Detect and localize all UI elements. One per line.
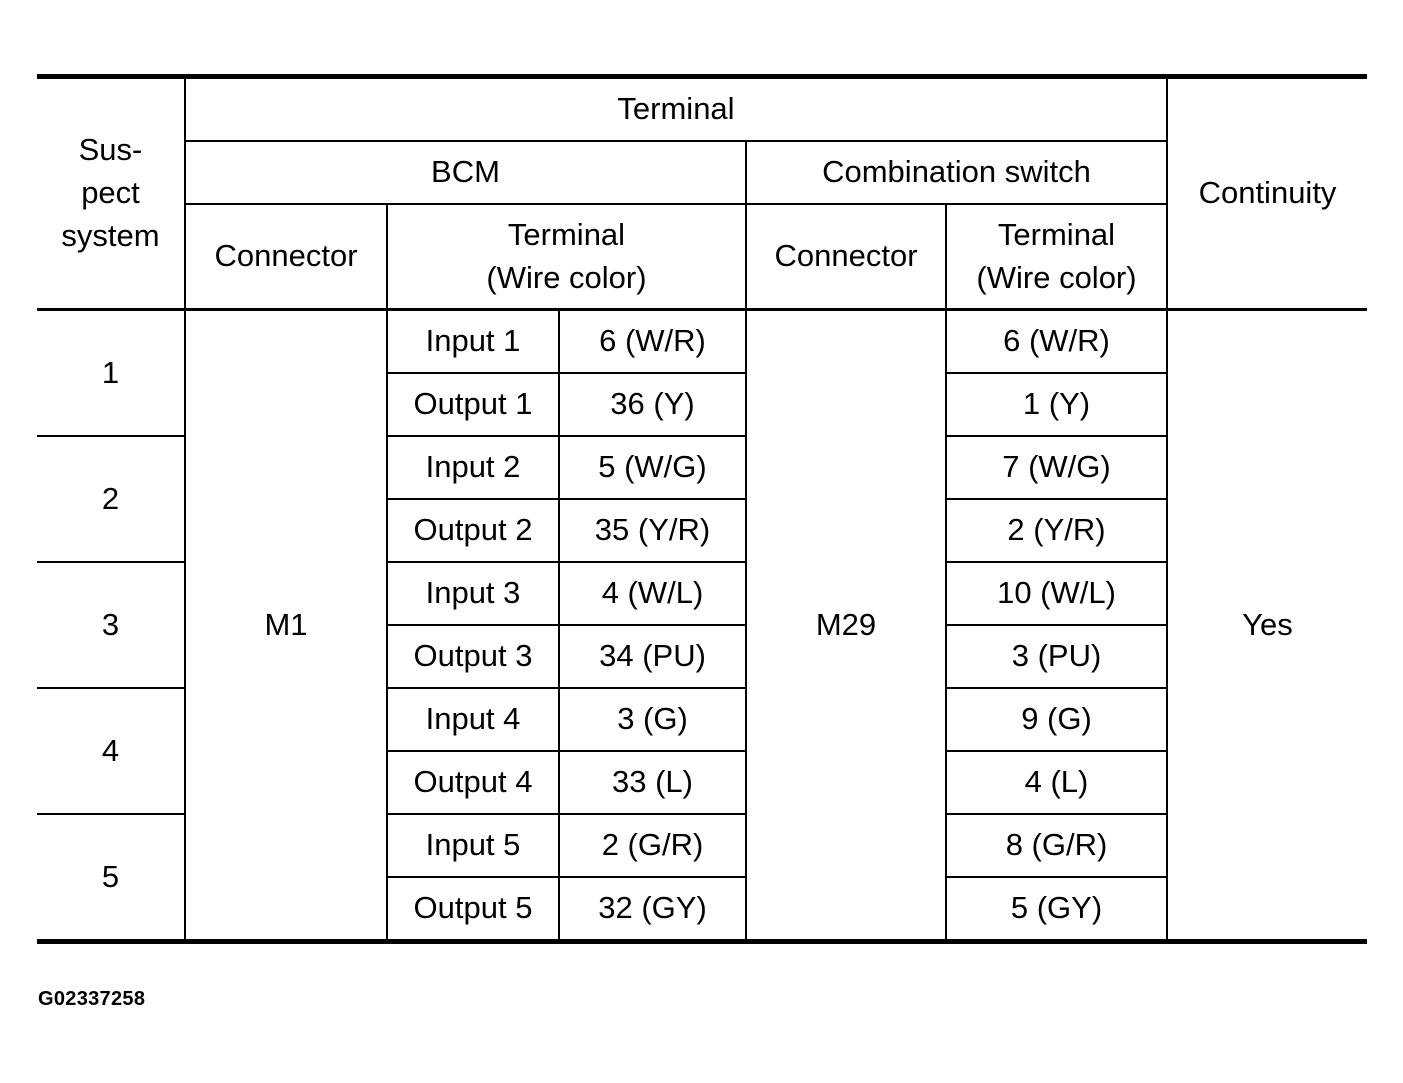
cs-terminal-cell: 1 (Y) [946, 373, 1167, 436]
cs-terminal-cell: 4 (L) [946, 751, 1167, 814]
continuity-header: Continuity [1167, 77, 1367, 310]
continuity-cell: Yes [1167, 310, 1367, 942]
signal-cell: Output 1 [387, 373, 559, 436]
bcm-terminal-cell: 3 (G) [559, 688, 746, 751]
figure-code: G02337258 [38, 988, 146, 1010]
table-row [37, 310, 1367, 374]
bcm-connector-header: Connector [185, 204, 387, 310]
bcm-terminal-cell: 36 (Y) [559, 373, 746, 436]
suspect-system-cell: 2 [37, 436, 185, 562]
bcm-connector-cell: M1 [185, 310, 387, 942]
signal-cell: Input 4 [387, 688, 559, 751]
bcm-terminal-cell: 6 (W/R) [559, 310, 746, 374]
cs-terminal-cell: 5 (GY) [946, 877, 1167, 942]
bcm-terminal-cell: 33 (L) [559, 751, 746, 814]
suspect-system-cell: 5 [37, 814, 185, 942]
cs-terminal-cell: 8 (G/R) [946, 814, 1167, 877]
cs-terminal-cell: 10 (W/L) [946, 562, 1167, 625]
bcm-terminal-cell: 35 (Y/R) [559, 499, 746, 562]
header-row-1 [37, 77, 1367, 142]
bcm-terminal-cell: 4 (W/L) [559, 562, 746, 625]
cs-connector-header: Connector [746, 204, 946, 310]
suspect-system-cell: 3 [37, 562, 185, 688]
bcm-terminal-cell: 32 (GY) [559, 877, 746, 942]
cs-terminal-cell: 2 (Y/R) [946, 499, 1167, 562]
suspect-system-cell: 1 [37, 310, 185, 437]
cs-connector-cell: M29 [746, 310, 946, 942]
signal-cell: Output 3 [387, 625, 559, 688]
signal-cell: Output 4 [387, 751, 559, 814]
signal-cell: Input 2 [387, 436, 559, 499]
suspect-system-header: Sus- pect system [37, 77, 185, 310]
terminal-header: Terminal [185, 77, 1167, 142]
bcm-terminal-cell: 34 (PU) [559, 625, 746, 688]
signal-cell: Input 1 [387, 310, 559, 374]
bcm-terminal-cell: 2 (G/R) [559, 814, 746, 877]
combination-switch-header: Combination switch [746, 141, 1167, 204]
signal-cell: Input 3 [387, 562, 559, 625]
wiring-continuity-table-container [37, 74, 1367, 944]
cs-terminal-cell: 3 (PU) [946, 625, 1167, 688]
signal-cell: Output 5 [387, 877, 559, 942]
bcm-terminal-header: Terminal (Wire color) [387, 204, 746, 310]
signal-cell: Output 2 [387, 499, 559, 562]
signal-cell: Input 5 [387, 814, 559, 877]
cs-terminal-header: Terminal (Wire color) [946, 204, 1167, 310]
cs-terminal-cell: 7 (W/G) [946, 436, 1167, 499]
bcm-terminal-cell: 5 (W/G) [559, 436, 746, 499]
suspect-system-cell: 4 [37, 688, 185, 814]
cs-terminal-cell: 9 (G) [946, 688, 1167, 751]
wiring-continuity-table [37, 74, 1367, 944]
cs-terminal-cell: 6 (W/R) [946, 310, 1167, 374]
bcm-header: BCM [185, 141, 746, 204]
